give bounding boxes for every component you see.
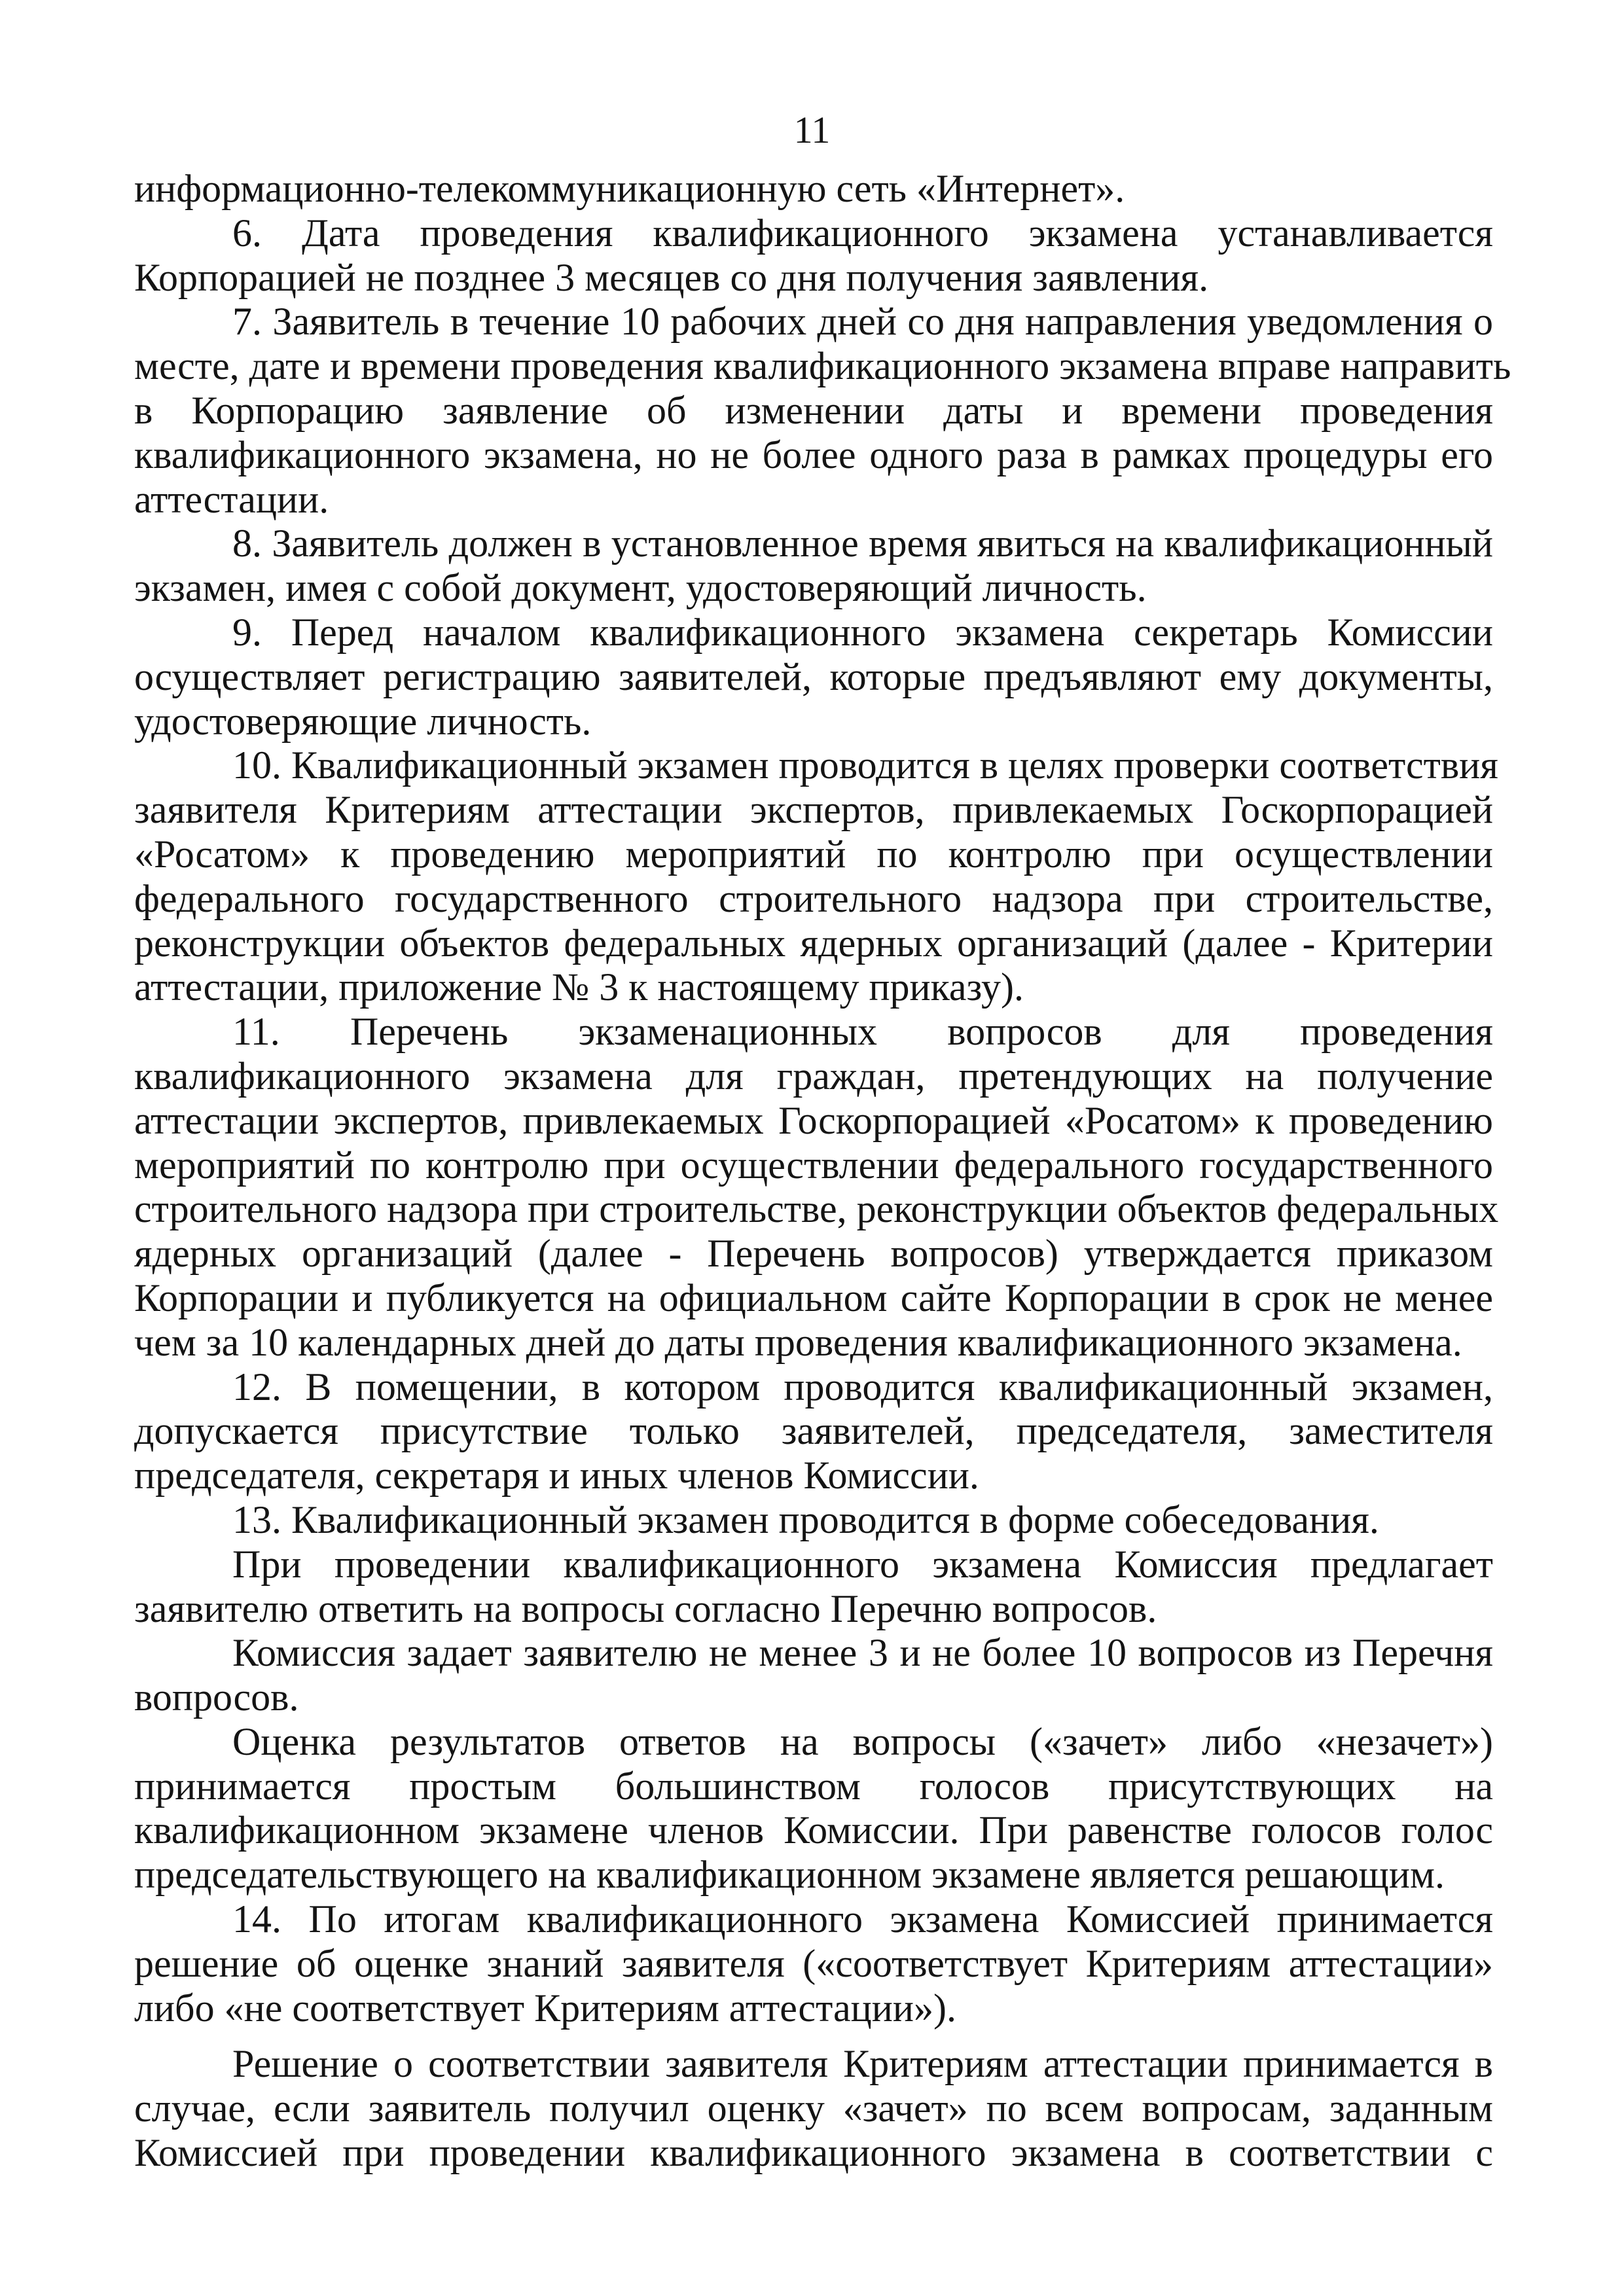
text-line: Комиссией при проведении квалификационного экзамена в соответствии с [134,2131,1493,2175]
text-line: ядерных организаций (далее - Перечень вопросов) утверждается приказом [134,1232,1493,1276]
text-line: квалификационного экзамена для граждан, претендующих на получение [134,1054,1493,1098]
text-line: квалификационного экзамена, но не более одного раза в рамках процедуры его [134,433,1493,476]
text-line: При проведении квалификационного экзамена Комиссия предлагает [232,1542,1493,1586]
page-number: 11 [793,109,831,151]
text-line: либо «не соответствует Критериям аттестации»). [134,1986,956,2030]
text-line: 8. Заявитель должен в установленное время явиться на квалификационный [232,522,1493,565]
text-line: чем за 10 календарных дней до даты проведения квалификационного экзамена. [134,1320,1462,1364]
text-line: 14. По итогам квалификационного экзамена Комиссией принимается [232,1897,1493,1941]
text-line: 12. В помещении, в котором проводится квалификационный экзамен, [232,1365,1493,1408]
text-line: мероприятий по контролю при осуществлении федерального государственного [134,1143,1493,1187]
text-line: решение об оценке знаний заявителя («соответствует Критериям аттестации» [134,1941,1493,1985]
text-line: удостоверяющие личность. [134,699,592,743]
text-line: Оценка результатов ответов на вопросы («зачет» либо «незачет») [232,1719,1493,1763]
text-line: заявителя Критериям аттестации экспертов, привлекаемых Госкорпорацией [134,788,1493,832]
text-line: Корпорации и публикуется на официальном сайте Корпорации в срок не менее [134,1276,1493,1319]
text-line: 6. Дата проведения квалификационного экзамена устанавливается [232,211,1493,255]
text-line: заявителю ответить на вопросы согласно Перечню вопросов. [134,1587,1157,1630]
text-line: допускается присутствие только заявителей, председателя, заместителя [134,1409,1493,1453]
text-line: Комиссия задает заявителю не менее 3 и не более 10 вопросов из Перечня [232,1631,1493,1675]
text-line: председательствующего на квалификационном экзамене является решающим. [134,1853,1445,1897]
text-line: «Росатом» к проведению мероприятий по контролю при осуществлении [134,832,1493,876]
text-line: 9. Перед началом квалификационного экзамена секретарь Комиссии [232,610,1493,654]
text-line: экзамен, имея с собой документ, удостоверяющий личность. [134,566,1147,610]
text-line: квалификационном экзамене членов Комиссии. При равенстве голосов голос [134,1808,1493,1852]
text-line: федерального государственного строительного надзора при строительстве, [134,876,1493,920]
text-line: принимается простым большинством голосов присутствующих на [134,1764,1493,1808]
text-line: 10. Квалификационный экзамен проводится в целях проверки соответствия [232,744,1498,787]
text-line: Корпорацией не позднее 3 месяцев со дня получения заявления. [134,255,1209,299]
text-line: Решение о соответствии заявителя Критериям аттестации принимается в [232,2042,1493,2086]
text-line: 7. Заявитель в течение 10 рабочих дней со дня направления уведомления о [232,300,1493,344]
text-line: случае, если заявитель получил оценку «зачет» по всем вопросам, заданным [134,2087,1493,2130]
paragraph-gap [134,2030,1493,2042]
text-line: 11. Перечень экзаменационных вопросов для проведения [232,1010,1493,1054]
text-line: председателя, секретаря и иных членов Комиссии. [134,1454,979,1498]
text-line: строительного надзора при строительстве, реконструкции объектов федеральных [134,1187,1499,1231]
text-line: осуществляет регистрацию заявителей, которые предъявляют ему документы, [134,655,1493,698]
text-line: месте, дате и времени проведения квалификационного экзамена вправе направить [134,344,1511,388]
document-body [134,167,1511,2176]
text-line: аттестации экспертов, привлекаемых Госкорпорацией «Росатом» к проведению [134,1098,1493,1142]
text-line: в Корпорацию заявление об изменении даты и времени проведения [134,388,1493,432]
text-line: информационно-телекоммуникационную сеть «Интернет». [134,167,1125,210]
text-line: аттестации, приложение № 3 к настоящему приказу). [134,965,1024,1009]
text-line: вопросов. [134,1676,299,1719]
text-line: аттестации. [134,477,329,521]
text-line: 13. Квалификационный экзамен проводится в форме собеседования. [232,1498,1379,1541]
text-line: реконструкции объектов федеральных ядерных организаций (далее - Критерии [134,921,1493,965]
